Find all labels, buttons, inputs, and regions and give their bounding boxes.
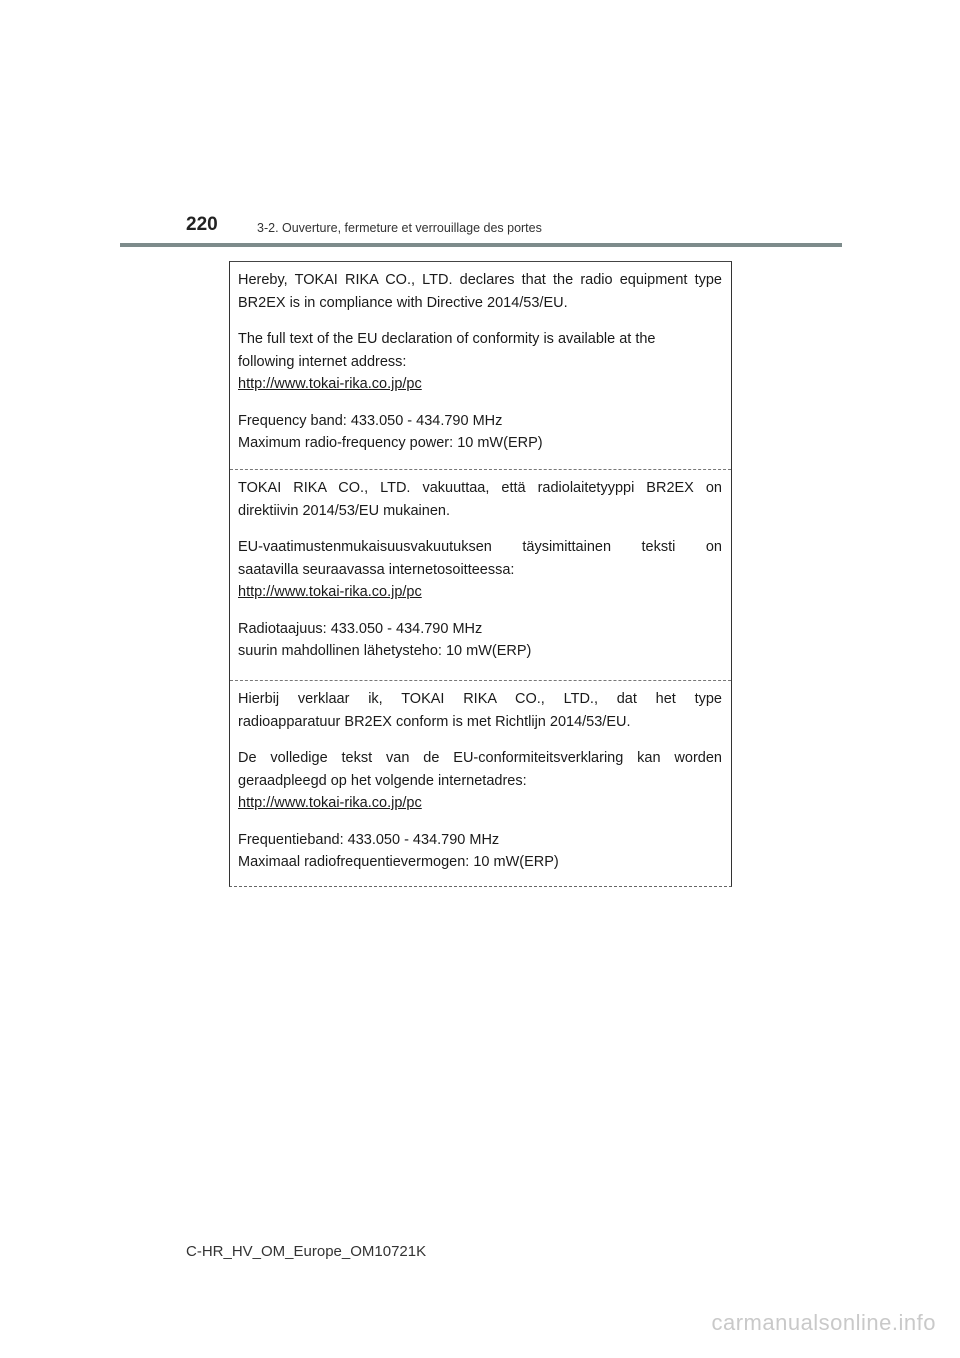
max-power: Maximaal radiofrequentievermogen: 10 mW(ERP): [238, 854, 559, 870]
declaration-link[interactable]: http://www.tokai-rika.co.jp/pc: [238, 584, 422, 600]
availability-line: geraadpleegd op het volgende internetadres:: [238, 772, 527, 789]
frequency-band: Frequentieband: 433.050 - 434.790 MHz: [238, 831, 500, 848]
declaration-line: direktiivin 2014/53/EU mukainen.: [238, 502, 450, 519]
availability-line: saatavilla seuraavassa internetosoitteessa:: [238, 561, 515, 578]
max-power: suurin mahdollinen lähetysteho: 10 mW(ERP): [238, 643, 532, 659]
declaration-box: [229, 261, 732, 887]
declaration-line: radioapparatuur BR2EX conform is met Richtlijn 2014/53/EU.: [238, 713, 631, 730]
declaration-line: Hierbij verklaar ik, TOKAI RIKA CO., LTD., dat het type: [238, 691, 722, 707]
declaration-line: BR2EX is in compliance with Directive 2014/53/EU.: [238, 294, 568, 311]
declaration-line: Hereby, TOKAI RIKA CO., LTD. declares that the radio equipment type: [238, 272, 722, 288]
availability-line: following internet address:: [238, 353, 407, 370]
declaration-line: TOKAI RIKA CO., LTD. vakuuttaa, että radiolaitetyyppi BR2EX on: [238, 480, 722, 496]
section-title: 3-2. Ouverture, fermeture et verrouillage des portes: [257, 221, 542, 235]
frequency-band: Radiotaajuus: 433.050 - 434.790 MHz: [238, 620, 483, 637]
document-code: C-HR_HV_OM_Europe_OM10721K: [186, 1243, 427, 1260]
declaration-block-dutch: [230, 681, 731, 886]
page-number: 220: [186, 214, 218, 235]
max-power: Maximum radio-frequency power: 10 mW(ERP): [238, 435, 543, 451]
declaration-link[interactable]: http://www.tokai-rika.co.jp/pc: [238, 376, 422, 392]
declaration-link[interactable]: http://www.tokai-rika.co.jp/pc: [238, 795, 422, 811]
declaration-block-finnish: [230, 470, 731, 681]
declaration-block-english: [230, 262, 731, 470]
availability-line: The full text of the EU declaration of conformity is available at the: [238, 331, 656, 347]
availability-line: De volledige tekst van de EU-conformiteitsverklaring kan worden: [238, 750, 722, 766]
availability-line: EU-vaatimustenmukaisuusvakuutuksen täysimittainen teksti on: [238, 539, 722, 555]
frequency-band: Frequency band: 433.050 - 434.790 MHz: [238, 412, 503, 429]
watermark: carmanualsonline.info: [711, 1310, 936, 1335]
header-rule: [120, 243, 842, 247]
